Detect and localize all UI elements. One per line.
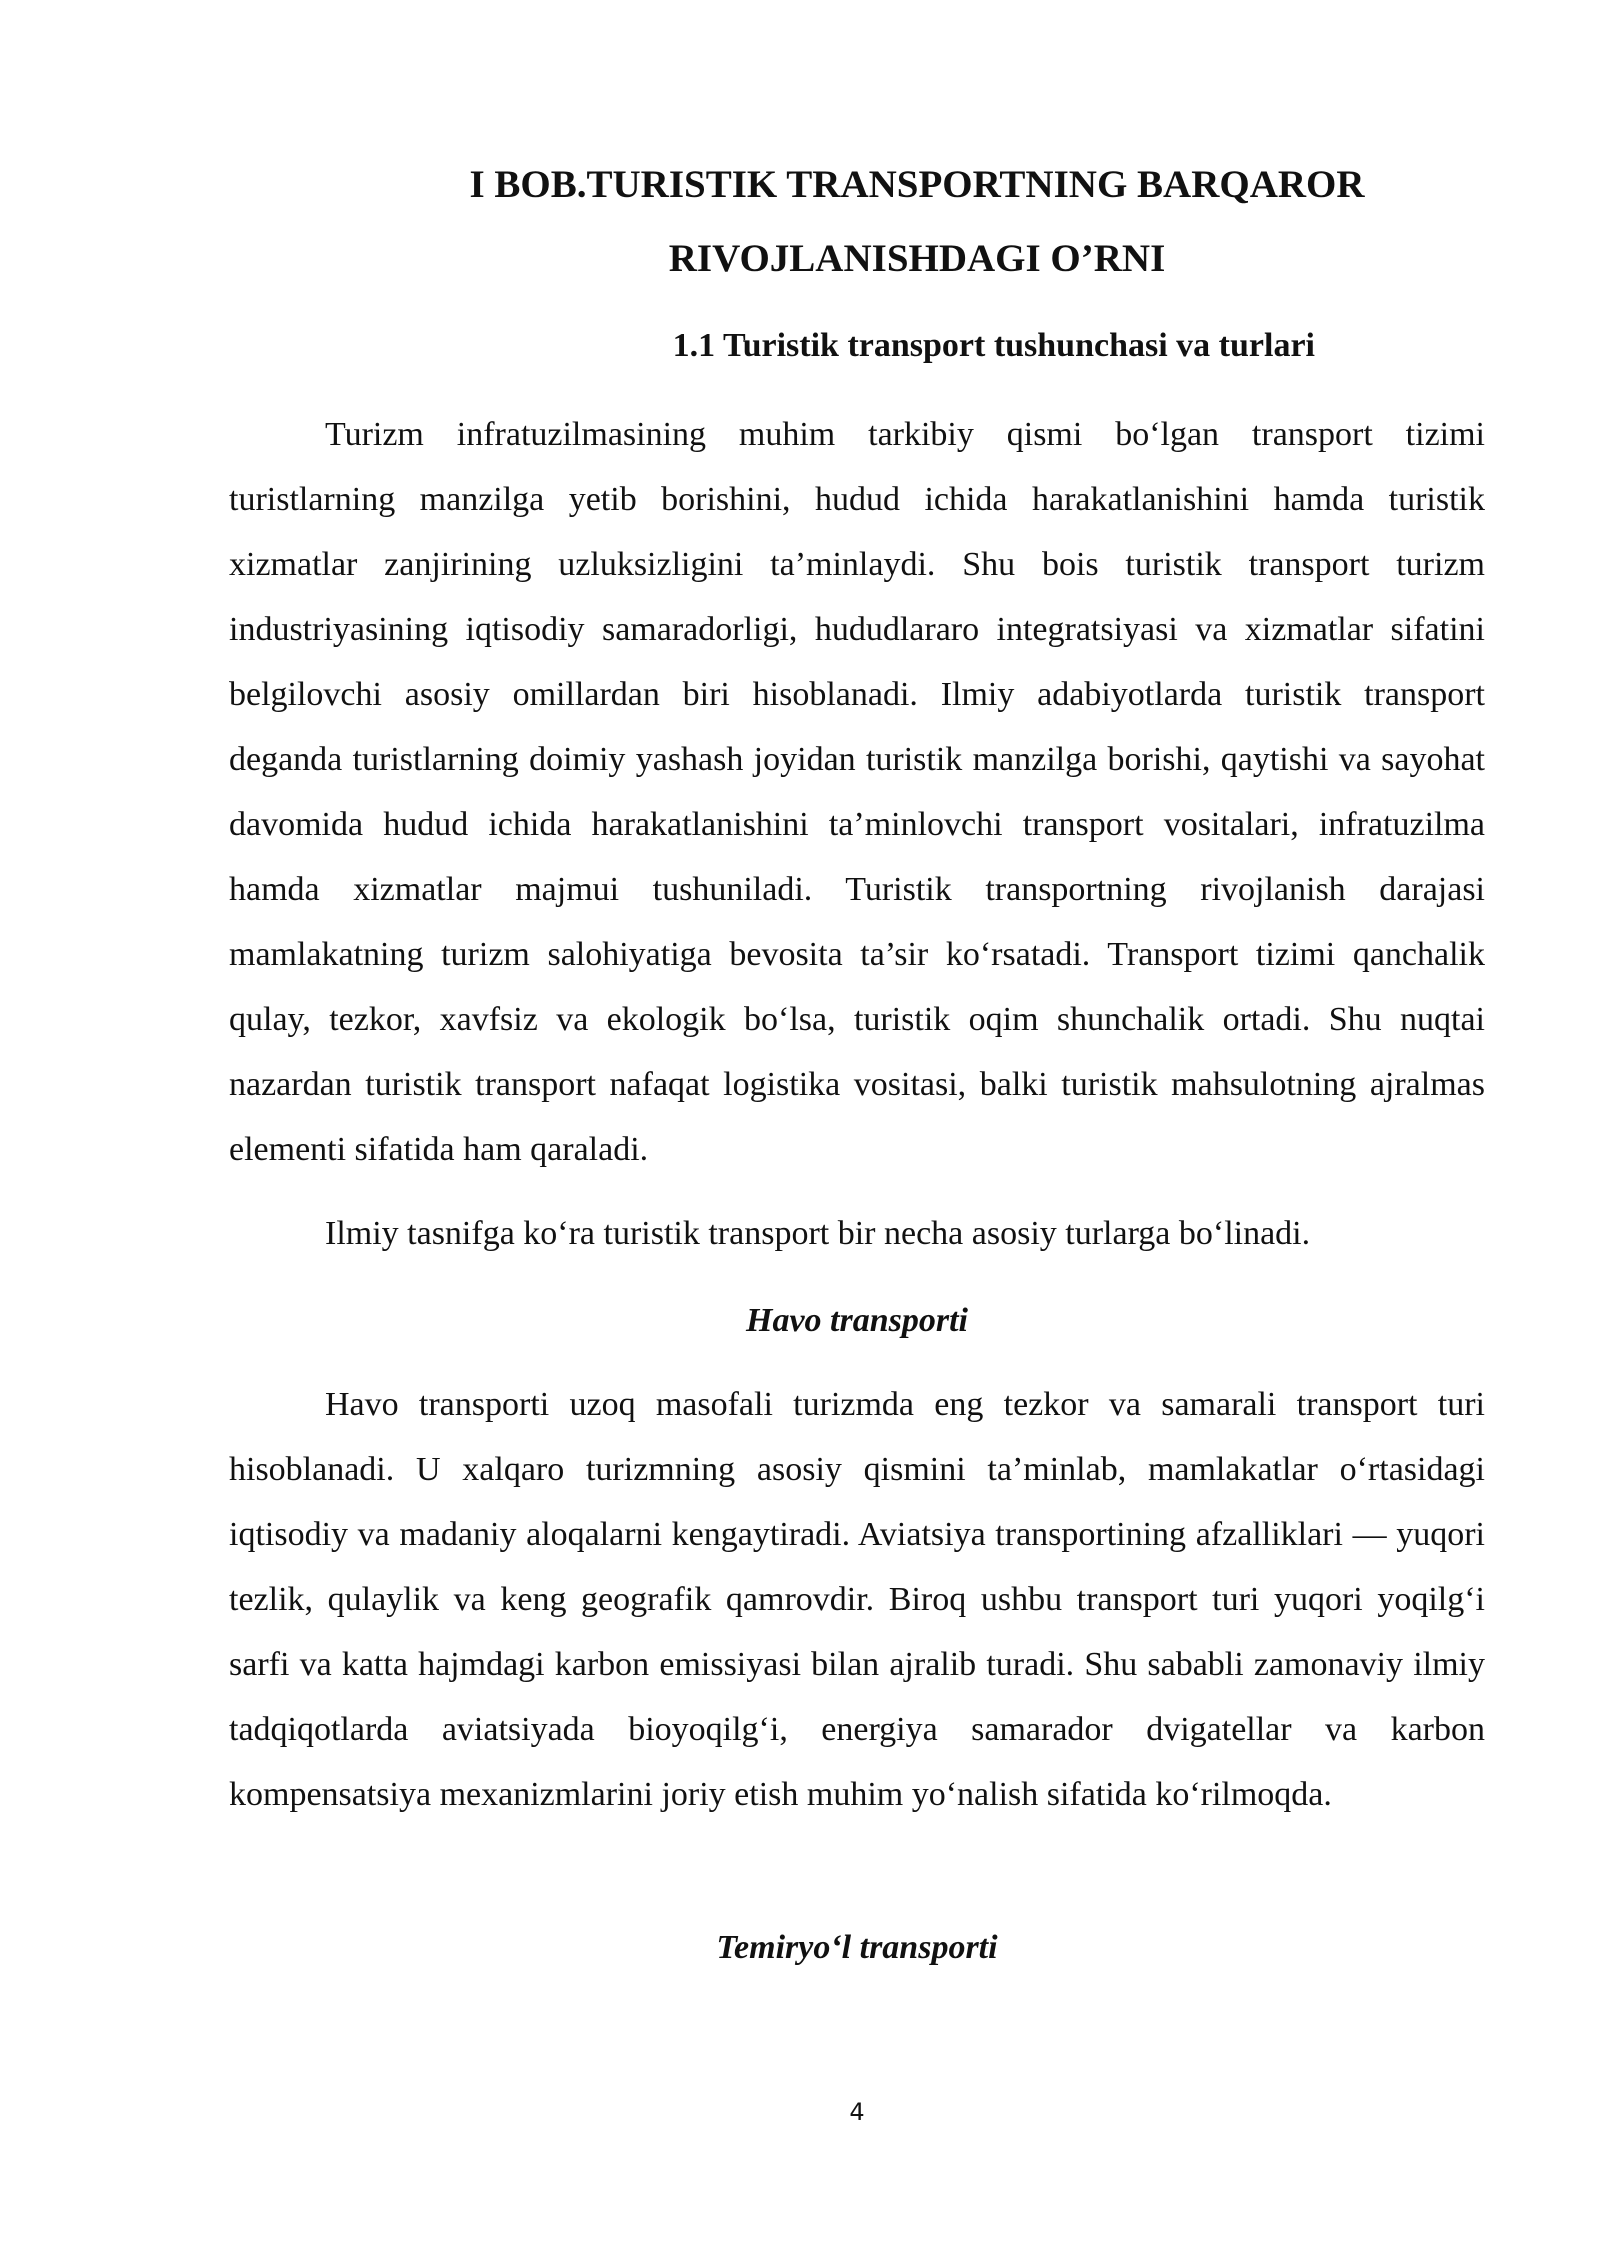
document-page	[229, 0, 1485, 2262]
section-title: 1.1 Turistik transport tushunchasi va turlari	[672, 327, 1315, 364]
paragraph-classification: Ilmiy tasnifga ko‘ra turistik transport bir necha asosiy turlarga bo‘linadi.	[325, 1215, 1311, 1252]
subheading-rail-transport: Temiryo‘l transporti	[716, 1929, 998, 1966]
subheading-air-transport: Havo transporti	[746, 1302, 968, 1339]
paragraph-intro: Turizm infratuzilmasining muhim tarkibiy qismi bo‘lgan transport tizimi turistlarning manzilga yetib borishini, hudud ichida harakatlanishini hamda turistik xizmatlar zanjirining uzluksizligini ta’minlaydi. Shu bois turistik transport turizm industriyasining iqtisodiy samaradorligi, hududlararo integratsiyasi va xizmatlar sifatini belgilovchi asosiy omillardan biri hisoblanadi. Ilmiy adabiyotlarda turistik transport deganda turistlarning doimiy yashash joyidan turistik manzilga borishi, qaytishi va sayohat davomida hudud ichida harakatlanishini ta’minlovchi transport vositalari, infratuzilma hamda xizmatlar majmui tushuniladi. Turistik transportning rivojlanish darajasi mamlakatning turizm salohiyatiga bevosita ta’sir ko‘rsatadi. Transport tizimi qanchalik qulay, tezkor, xavfsiz va ekologik bo‘lsa, turistik oqim shunchalik ortadi. Shu nuqtai nazardan turistik transport nafaqat logistika vositasi, balki turistik mahsulotning ajralmas elementi sifatida ham qaraladi.	[229, 416, 1485, 1168]
chapter-title-line-1: I BOB.TURISTIK TRANSPORTNING BARQAROR	[469, 163, 1365, 206]
chapter-title	[289, 148, 1545, 296]
paragraph-air-transport: Havo transporti uzoq masofali turizmda eng tezkor va samarali transport turi hisoblanadi. U xalqaro turizmning asosiy qismini ta’minlab, mamlakatlar o‘rtasidagi iqtisodiy va madaniy aloqalarni kengaytiradi. Aviatsiya transportining afzalliklari — yuqori tezlik, qulaylik va keng geografik qamrovdir. Biroq ushbu transport turi yuqori yoqilg‘i sarfi va katta hajmdagi karbon emissiyasi bilan ajralib turadi. Shu sababli zamonaviy ilmiy tadqiqotlarda aviatsiyada bioyoqilg‘i, energiya samarador dvigatellar va karbon kompensatsiya mexanizmlarini joriy etish muhim yo‘nalish sifatida ko‘rilmoqda.	[229, 1386, 1485, 1813]
chapter-title-line-2: RIVOJLANISHDAGI O’RNI	[668, 237, 1166, 280]
page-number: 4	[849, 2098, 865, 2126]
